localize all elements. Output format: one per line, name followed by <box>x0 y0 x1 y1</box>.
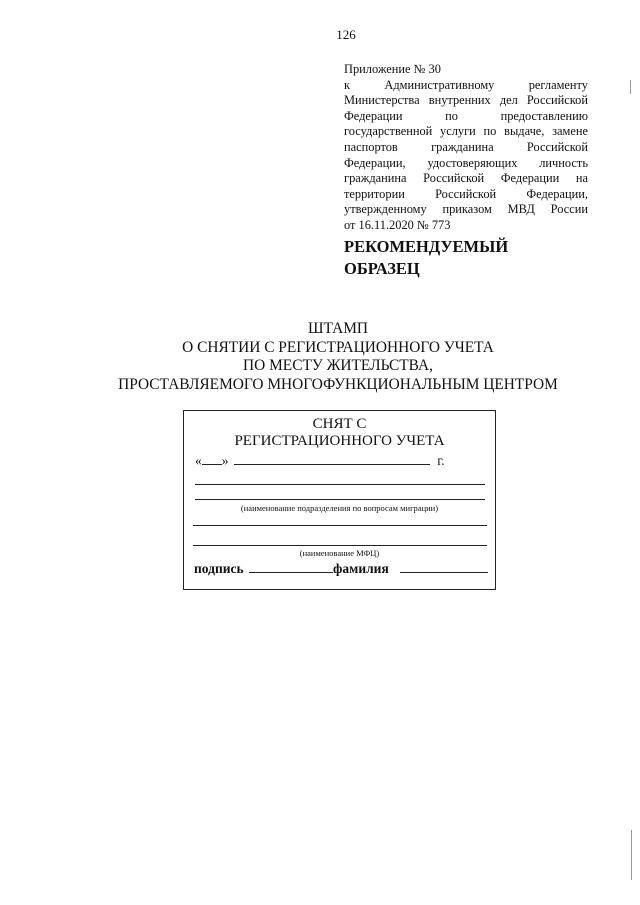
appendix-line: Приложение № 30 <box>344 62 441 76</box>
migration-caption: (наименование подразделения по вопросам миграции) <box>240 503 439 513</box>
signature-blank <box>249 572 333 573</box>
page-number: 126 <box>336 27 356 42</box>
surname-label: фамилия <box>333 561 389 576</box>
appendix-line: гражданина Российской Федерации на <box>344 171 588 186</box>
mfc-blank-line-2 <box>193 545 487 546</box>
recommended-line: ОБРАЗЕЦ <box>344 259 420 278</box>
title-line: О СНЯТИИ С РЕГИСТРАЦИОННОГО УЧЕТА <box>182 338 494 356</box>
scan-margin-mark <box>630 80 631 94</box>
scan-margin-mark <box>631 830 632 880</box>
appendix-block <box>344 62 588 234</box>
migration-blank-line-2 <box>195 499 485 500</box>
stamp-heading <box>184 416 495 450</box>
title-line: ПО МЕСТУ ЖИТЕЛЬСТВА, <box>243 357 433 375</box>
document-title <box>0 320 640 394</box>
appendix-line: утвержденному приказом МВД России <box>344 202 588 217</box>
appendix-line: Федерации по предоставлению <box>344 108 588 123</box>
appendix-line: от 16.11.2020 № 773 <box>344 217 451 232</box>
surname-blank <box>400 572 488 573</box>
migration-blank-line-1 <box>195 484 485 485</box>
recommended-line: РЕКОМЕНДУЕМЫЙ <box>344 237 509 256</box>
title-line: ШТАМП <box>307 320 369 337</box>
appendix-line: Министерства внутренних дел Российской <box>344 93 588 108</box>
stamp-frame <box>183 410 496 590</box>
appendix-line: государственной услуги по выдаче, замене <box>344 124 588 139</box>
day-blank <box>202 464 222 465</box>
month-year-blank <box>234 464 430 465</box>
year-suffix: г. <box>437 453 445 468</box>
appendix-line: паспортов гражданина Российской <box>344 139 588 154</box>
quote-open: « <box>195 453 202 468</box>
appendix-line: территории Российской Федерации, <box>344 186 588 201</box>
date-row <box>195 453 445 469</box>
title-line: ПРОСТАВЛЯЕМОГО МНОГОФУНКЦИОНАЛЬНЫМ ЦЕНТРОМ <box>118 375 558 393</box>
signature-row <box>194 561 488 577</box>
signature-label: подпись <box>194 561 244 576</box>
appendix-line: Федерации, удостоверяющих личность <box>344 155 588 170</box>
mfc-blank-line-1 <box>193 525 487 526</box>
quote-close: » <box>221 453 229 468</box>
appendix-line: к Административному регламенту <box>344 77 588 92</box>
stamp-heading-line: РЕГИСТРАЦИОННОГО УЧЕТА <box>234 433 445 449</box>
recommended-sample-label <box>344 236 508 280</box>
mfc-caption: (наименование МФЦ) <box>299 548 380 558</box>
stamp-heading-line: СНЯТ С <box>312 416 367 432</box>
